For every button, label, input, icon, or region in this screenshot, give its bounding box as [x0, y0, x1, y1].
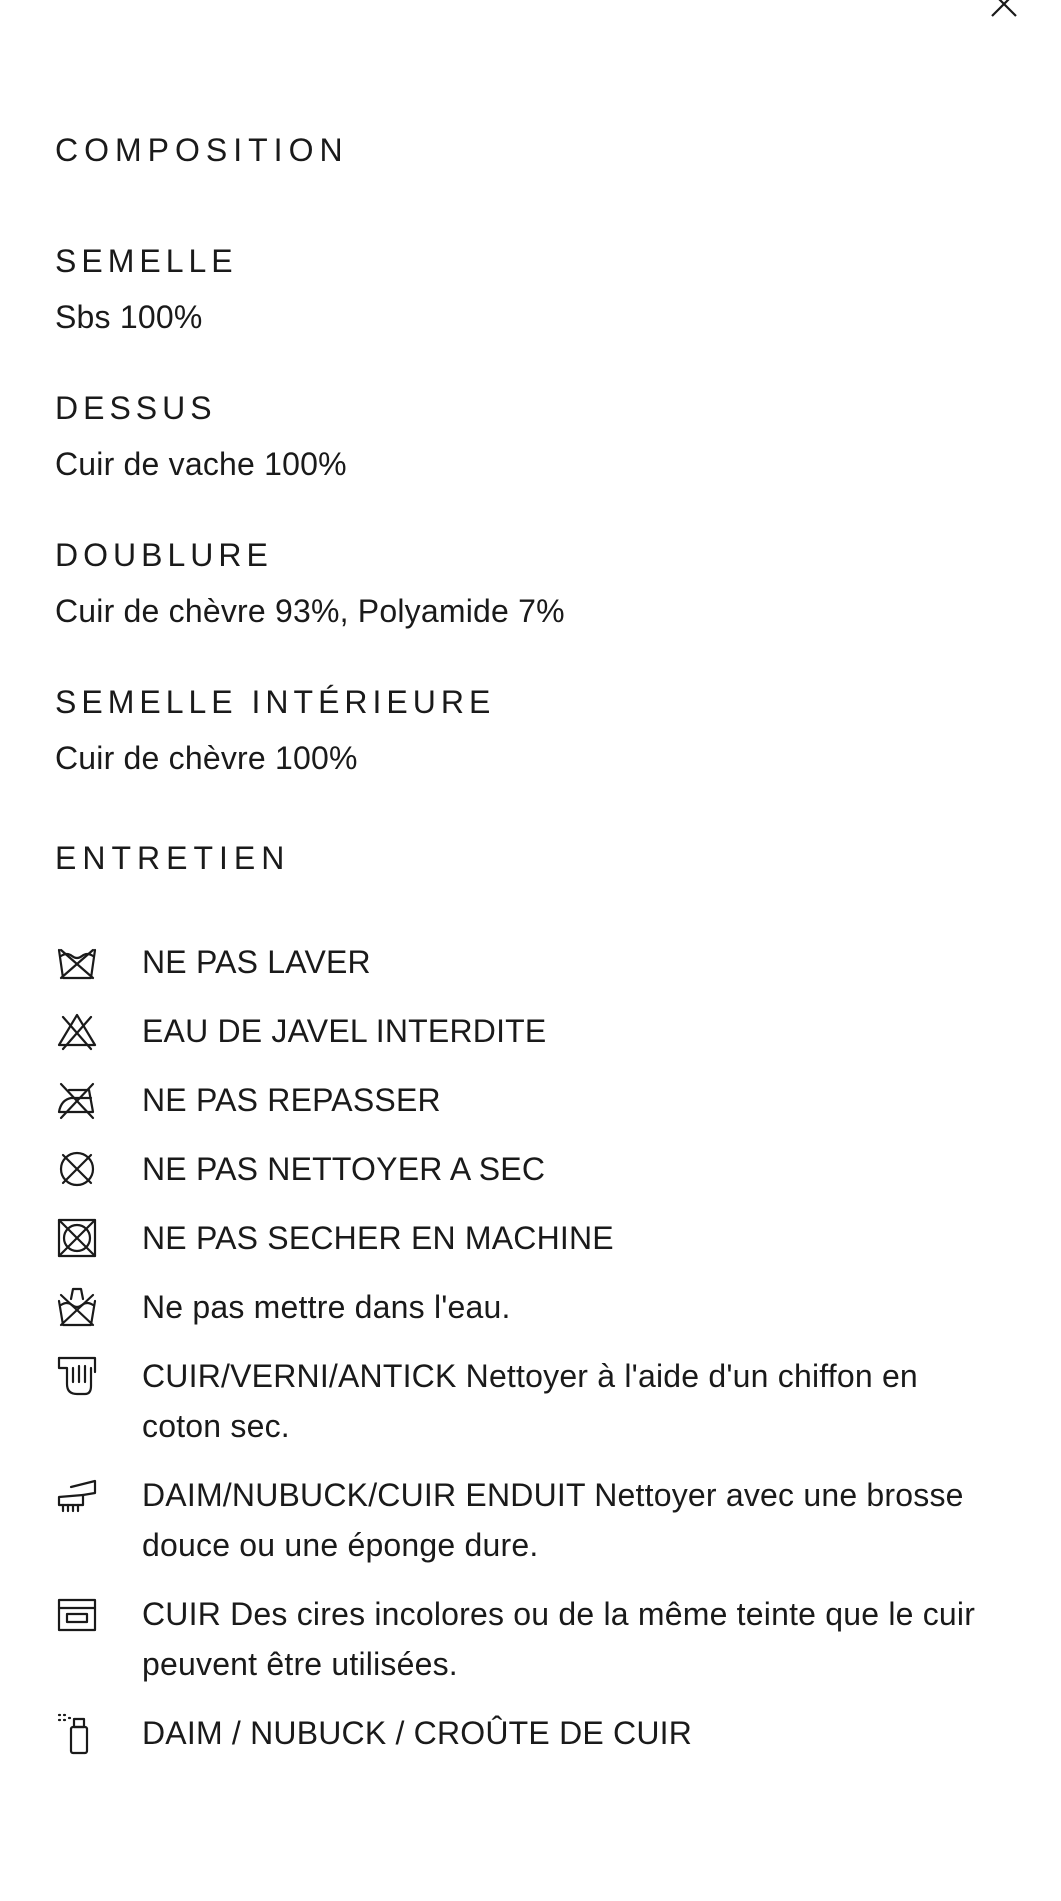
composition-lining — [55, 533, 1015, 633]
composition-value: Cuir de chèvre 100% — [55, 740, 358, 776]
care-item — [55, 1216, 1015, 1263]
composition-value: Sbs 100% — [55, 299, 203, 335]
close-icon — [986, 0, 1022, 22]
no-bleach-icon — [55, 1009, 99, 1053]
composition-value: Cuir de chèvre 93%, Polyamide 7% — [55, 593, 565, 629]
hand-cloth-icon — [55, 1354, 99, 1398]
care-text: NE PAS REPASSER — [142, 1082, 441, 1118]
spray-icon — [55, 1711, 99, 1755]
care-item — [55, 1285, 1015, 1332]
care-item — [55, 1147, 1015, 1194]
no-tumble-dry-icon — [55, 1216, 99, 1260]
care-text: Ne pas mettre dans l'eau. — [142, 1289, 511, 1325]
composition-sole — [55, 239, 1015, 339]
close-button[interactable] — [986, 0, 1022, 22]
no-iron-icon — [55, 1078, 99, 1122]
care-list — [55, 940, 1015, 1758]
care-text: DAIM / NUBUCK / CROÛTE DE CUIR — [142, 1715, 693, 1751]
care-text: NE PAS NETTOYER A SEC — [142, 1151, 546, 1187]
no-wash-icon — [55, 940, 99, 984]
care-item — [55, 1009, 1015, 1056]
care-item — [55, 1473, 1015, 1570]
care-text: NE PAS SECHER EN MACHINE — [142, 1220, 614, 1256]
product-details-panel — [55, 128, 1015, 1780]
care-item — [55, 1078, 1015, 1125]
care-item — [55, 1711, 1015, 1758]
care-title: ENTRETIEN — [55, 840, 291, 876]
composition-label: SEMELLE INTÉRIEURE — [55, 684, 496, 720]
composition-value: Cuir de vache 100% — [55, 446, 347, 482]
composition-title: COMPOSITION — [55, 132, 349, 168]
care-text: NE PAS LAVER — [142, 944, 371, 980]
care-text: EAU DE JAVEL INTERDITE — [142, 1013, 547, 1049]
care-item — [55, 940, 1015, 987]
no-dry-clean-icon — [55, 1147, 99, 1191]
composition-label: DESSUS — [55, 390, 217, 426]
composition-upper — [55, 386, 1015, 486]
care-text: CUIR/VERNI/ANTICK Nettoyer à l'aide d'un chiffon en coton sec. — [142, 1358, 918, 1444]
no-water-icon — [55, 1285, 99, 1329]
brush-icon — [55, 1473, 99, 1517]
care-text: DAIM/NUBUCK/CUIR ENDUIT Nettoyer avec une brosse douce ou une éponge dure. — [142, 1477, 964, 1563]
wax-icon — [55, 1592, 99, 1636]
care-text: CUIR Des cires incolores ou de la même teinte que le cuir peuvent être utilisées. — [142, 1596, 976, 1682]
composition-insole — [55, 680, 1015, 780]
composition-label: SEMELLE — [55, 243, 238, 279]
care-item — [55, 1592, 1015, 1689]
care-item — [55, 1354, 1015, 1451]
composition-label: DOUBLURE — [55, 537, 273, 573]
